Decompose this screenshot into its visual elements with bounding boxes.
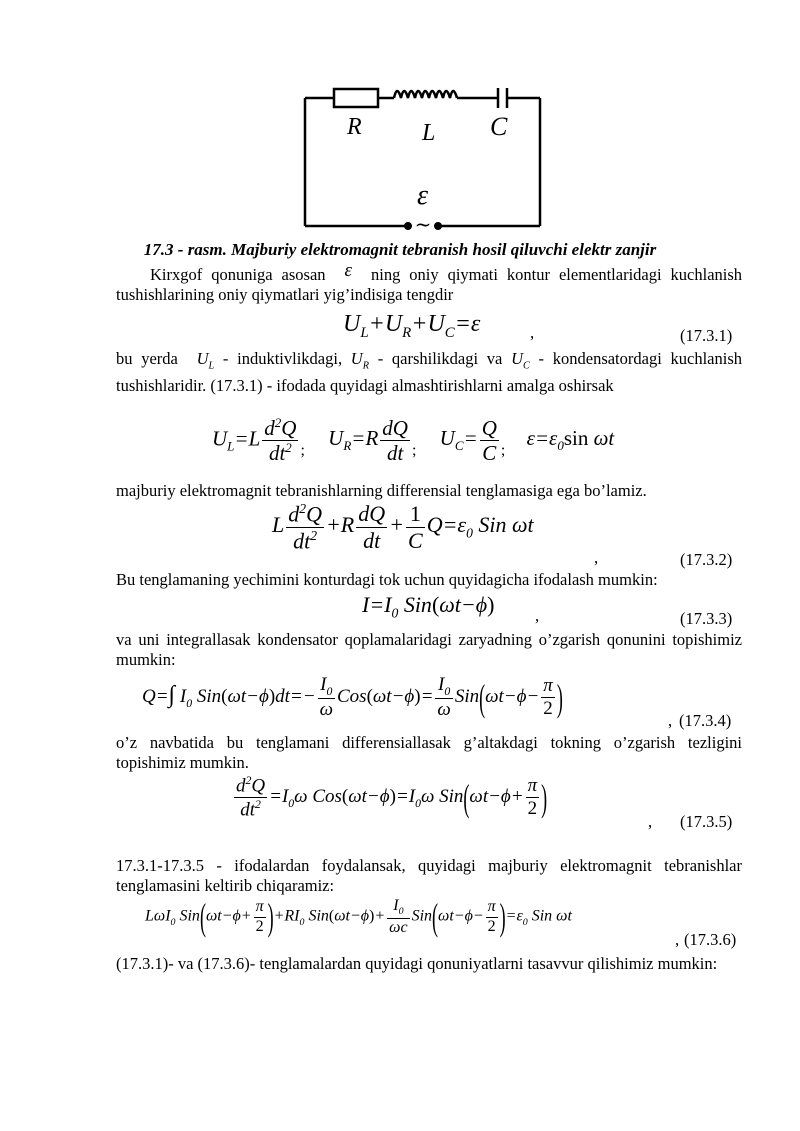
equation-17-3-2: L $\frac{d^2Q}{dt^2}$ +R $\frac{dQ}{dt}$ + $\frac{1}{C}$ $Q=\varepsilon_0$ Sin ωt [272, 501, 534, 553]
equation-17-3-6: LωI$_0$ Sin(ωt−ϕ+ $\frac{\pi}{2}$ )$+RI_0$ Sin(ωt−ϕ)+ $\frac{I_0}{\omega c}$ Sin(ωt−ϕ− $\frac{\pi}{2}$ )$=\varepsilon_0$ Sin ωt [145, 896, 572, 938]
p1-post: ning oniy qiymati kontur elementlaridagi kuchlanish tushishlarining oniy qiymatlari yig’indisiga tengdir [116, 265, 743, 304]
p1-pre: Kirxgof qonuniga asosan [150, 265, 326, 284]
p1-emf-symbol: ε [344, 260, 353, 281]
eq1-comma: , [530, 323, 535, 342]
paragraph-1 [116, 260, 743, 305]
paragraph-4: Bu tenglamaning yechimini konturdagi tok uchun quyidagicha ifodalash mumkin: [116, 570, 658, 589]
equation-17-3-1: $U_L+U_R+U_C=\varepsilon$ [343, 311, 481, 341]
equation-17-3-4: Q=∫ $I_0$ Sin(ωt−ϕ)dt=− $\frac{I_0}{\omega}$ Cos(ωt−ϕ)= $\frac{I_0}{\omega}$ Sin(ωt−ϕ− $\frac{\pi}{2}$ ) [142, 674, 563, 721]
eq2-comma: , [594, 548, 599, 567]
eq3-comma: , [535, 606, 540, 625]
ac-source-symbol: ~ [414, 212, 432, 236]
p2-ul: $U_L$ [196, 349, 215, 372]
p2-uc: $U_C$ [511, 349, 530, 372]
eq4-comma: , [668, 711, 673, 730]
p2-text-c: - qarshilikdagi va [377, 349, 503, 368]
resistor-symbol [334, 89, 378, 107]
eq6-comma: , [675, 930, 680, 949]
label-c: C [490, 112, 508, 141]
eq5-number: (17.3.5) [680, 812, 733, 831]
rlc-circuit-diagram [300, 78, 550, 238]
paragraph-8: (17.3.1)- va (17.3.6)- tenglamalardan quyidagi qonuniyatlarni tasavvur qilishimiz mumkin: [116, 954, 718, 973]
paragraph-6: o’z navbatida bu tenglamani differensiallasak g’altakdagi tokning o’zgarish tezligini topishimiz mumkin. [116, 733, 742, 772]
eq2-number: (17.3.2) [680, 550, 733, 569]
equation-17-3-5: $\frac{d^2Q}{dt^2}$ $=I_0\omega$ $Cos(\omega t-\phi)=I_0\omega$ Sin(ωt−ϕ+ $\frac{\pi}{2}$ ) [236, 774, 548, 821]
paragraph-7: 17.3.1-17.3.5 - ifodalardan foydalansak, quyidagi majburiy elektromagnit tebranishlar tenglamasini keltirib chiqaramiz: [116, 856, 742, 895]
label-emf: ε [417, 180, 429, 211]
inductor-coil-symbol [394, 91, 457, 98]
p2-ur: $U_R$ [350, 349, 369, 372]
terminal-right [434, 222, 442, 230]
substitution-equations: $U_L=L$ $\frac{d^2Q}{dt^2}$ $_;$ $U_R=R$ $\frac{dQ}{dt}$ $_;$ $U_C=$ $\frac{Q}{C}$ $_;$ $\varepsilon=\varepsilon_0\sin$ ωt [212, 415, 615, 466]
p2-text-a: bu yerda [116, 349, 178, 368]
equation-17-3-3: $I=I_0$ Sin(ωt−ϕ) [362, 592, 495, 621]
p2-text-d: - kondensatordagi kuchlanish tushishlaridir. (17.3.1) - ifodada quyidagi almashtirishlarni amalga oshirsak [116, 349, 742, 396]
paragraph-2 [116, 349, 742, 396]
eq5-comma: , [648, 812, 653, 831]
label-r: R [347, 114, 362, 140]
eq4-number: (17.3.4) [679, 711, 732, 730]
terminal-left [404, 222, 412, 230]
figure-caption: 17.3 - rasm. Majburiy elektromagnit tebranish hosil qiluvchi elektr zanjir [143, 240, 657, 259]
eq3-number: (17.3.3) [680, 609, 733, 628]
p2-text-b: - induktivlikdagi, [222, 349, 343, 368]
paragraph-3: majburiy elektromagnit tebranishlarning differensial tenglamasiga ega bo’lamiz. [116, 481, 647, 500]
paragraph-5: va uni integrallasak kondensator qoplamalaridagi zaryadning o’zgarish qonunini topishimiz mumkin: [116, 630, 742, 669]
eq1-number: (17.3.1) [680, 326, 733, 345]
eq6-number: (17.3.6) [684, 930, 737, 949]
label-l: L [422, 120, 436, 146]
